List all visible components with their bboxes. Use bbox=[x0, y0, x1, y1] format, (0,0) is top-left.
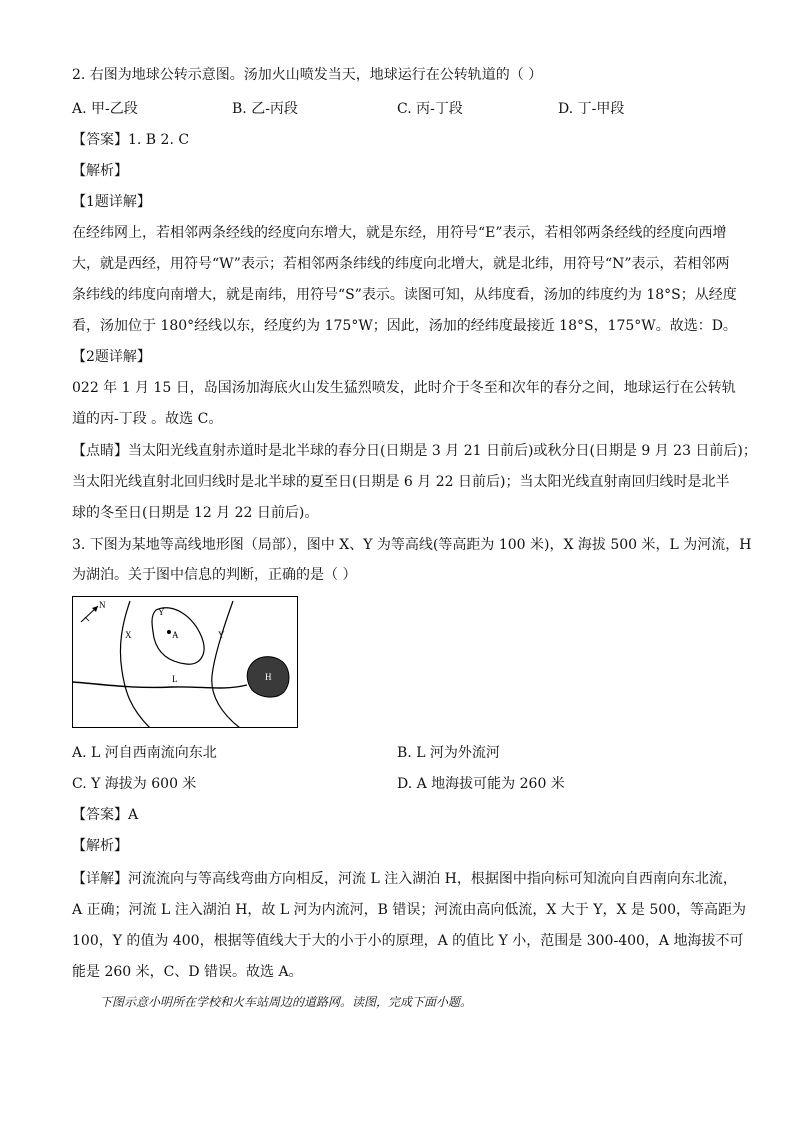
q2-stem: 2. 右图为地球公转示意图。汤加火山喷发当天，地球运行在公转轨道的（ ） bbox=[72, 67, 543, 83]
analysis3-heading: 【解析】 bbox=[72, 838, 128, 854]
detail3-line: 【详解】河流流向与等高线弯曲方向相反，河流 L 注入湖泊 H，根据图中指向标可知流向自西南向东北流， bbox=[72, 871, 737, 887]
answer-q1-q2: 【答案】1. B 2. C bbox=[72, 132, 190, 148]
detail3-line: 100，Y 的值为 400，根据等值线大于大的小于小的原理，A 的值比 Y 小，范围是 300-400，A 地海拔不可 bbox=[72, 933, 744, 949]
analysis-heading: 【解析】 bbox=[72, 163, 128, 179]
q3-option-c: C. Y 海拔为 600 米 bbox=[72, 776, 197, 792]
q2-option-d: D. 丁-甲段 bbox=[558, 101, 625, 117]
detail2-heading: 【2题详解】 bbox=[72, 349, 151, 365]
tip-line: 当太阳光线直射北回归线时是北半球的夏至日(日期是 6 月 22 日前后)；当太阳光线直射南回归线时是北半 bbox=[72, 474, 730, 490]
detail1-line: 在经纬网上，若相邻两条经线的经度向东增大，就是东经，用符号“E”表示，若相邻两条经线的经度向西增 bbox=[72, 225, 727, 241]
q3-option-b: B. L 河为外流河 bbox=[397, 745, 500, 761]
lake-h-label: H bbox=[265, 672, 272, 682]
detail2-line: 道的丙-丁段 。故选 C。 bbox=[72, 411, 223, 427]
q2-option-b: B. 乙-丙段 bbox=[232, 101, 298, 117]
north-label: N bbox=[99, 600, 106, 610]
detail1-line: 条纬线的纬度向南增大，就是南纬，用符号“S”表示。读图可知，从纬度看，汤加的纬度约为 18°S；从经度 bbox=[72, 287, 737, 303]
q3-option-d: D. A 地海拔可能为 260 米 bbox=[397, 776, 565, 792]
point-a-label: A bbox=[172, 630, 179, 640]
point-a-marker bbox=[167, 630, 171, 634]
detail3-line: A 正确；河流 L 注入湖泊 H，故 L 河为内流河，B 错误；河流由高向低流，X 大于 Y，X 是 500，等高距为 bbox=[72, 902, 747, 918]
q2-option-c: C. 丙-丁段 bbox=[397, 101, 463, 117]
contour-x-label: X bbox=[125, 630, 132, 640]
contour-map bbox=[72, 596, 298, 728]
q3-stem-line: 为湖泊。关于图中信息的判断，正确的是（ ） bbox=[72, 567, 357, 583]
detail2-line: 022 年 1 月 15 日，岛国汤加海底火山发生猛烈喷发，此时介于冬至和次年的春分之间，地球运行在公转轨 bbox=[72, 380, 736, 396]
detail3-line: 能是 260 米，C、D 错误。故选 A。 bbox=[72, 964, 303, 980]
river-l-label: L bbox=[172, 674, 178, 684]
tip-line: 【点睛】当太阳光线直射赤道时是北半球的春分日(日期是 3 月 21 日前后)或秋分日(日期是 9 月 23 日前后)； bbox=[72, 443, 757, 459]
detail1-line: 看，汤加位于 180°经线以东，经度约为 175°W；因此，汤加的经纬度最接近 18°S，175°W。故选：D。 bbox=[72, 318, 737, 334]
q3-option-a: A. L 河自西南流向东北 bbox=[72, 745, 217, 761]
q2-option-a: A. 甲-乙段 bbox=[72, 101, 138, 117]
next-question-intro: 下图示意小明所在学校和火车站周边的道路网。读图，完成下面小题。 bbox=[100, 995, 473, 1009]
answer-q3: 【答案】A bbox=[72, 807, 139, 823]
detail1-line: 大，就是西经，用符号“W”表示；若相邻两条纬线的纬度向北增大，就是北纬，用符号“N”表示，若相邻两 bbox=[72, 256, 730, 272]
contour-y-inner-label: Y bbox=[158, 607, 165, 617]
q3-stem-line: 3. 下图为某地等高线地形图（局部），图中 X、Y 为等高线(等高距为 100 米)，X 海拔 500 米，L 为河流，H bbox=[72, 537, 752, 553]
contour-y-right-label: Y bbox=[218, 630, 225, 640]
tip-line: 球的冬至日(日期是 12 月 22 日前后)。 bbox=[72, 505, 319, 521]
detail1-heading: 【1题详解】 bbox=[72, 194, 151, 210]
